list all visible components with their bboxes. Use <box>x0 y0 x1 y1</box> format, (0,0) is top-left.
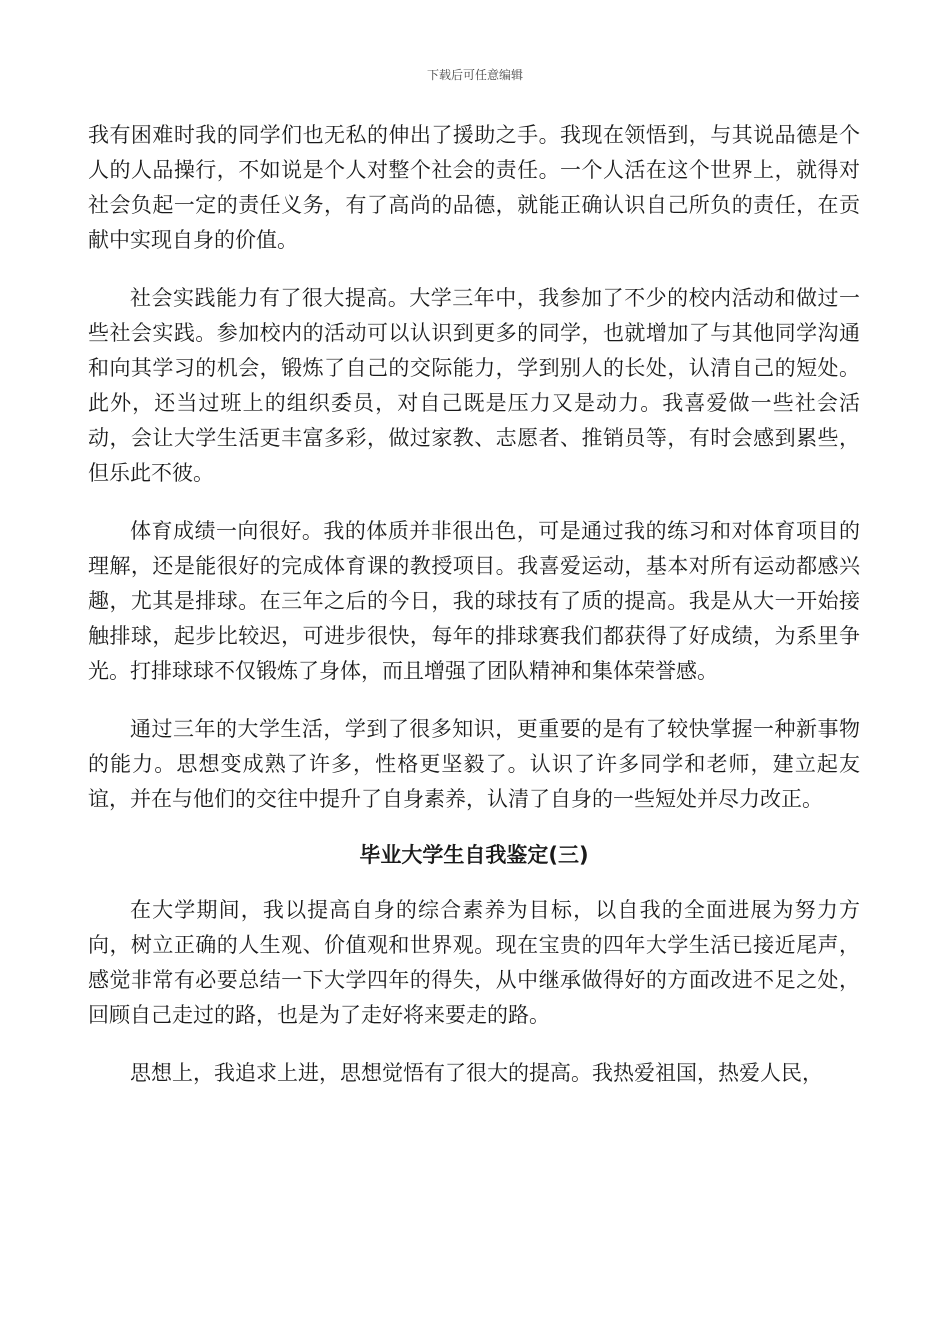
section-title: 毕业大学生自我鉴定(三) <box>359 843 589 867</box>
page-header: 下载后可任意编辑 <box>426 68 523 82</box>
paragraph-sports: 体育成绩一向很好。我的体质并非很出色，可是通过我的练习和对体育项目的理解，还是能很好的完成体育课的教授项目。我喜爱运动，基本对所有运动都感兴趣，尤其是排球。在三年之后的今日，我的球技有了质的提高。我是从大一开始接触排球，起步比较迟，可进步很快，每年的排球赛我们都获得了好成绩，为系里争光。打排球球不仅锻炼了身体，而且增强了团队精神和集体荣誉感。 <box>88 519 860 683</box>
paragraph-social-practice: 社会实践能力有了很大提高。大学三年中，我参加了不少的校内活动和做过一些社会实践。参加校内的活动可以认识到更多的同学，也就增加了与其他同学沟通和向其学习的机会，锻炼了自己的交际能力，学到别人的长处，认清自己的短处。此外，还当过班上的组织委员，对自己既是压力又是动力。我喜爱做一些社会活动，会让大学生活更丰富多彩，做过家教、志愿者、推销员等，有时会感到累些，但乐此不彼。 <box>88 286 860 485</box>
paragraph-intro: 在大学期间，我以提高自身的综合素养为目标，以自我的全面进展为努力方向，树立正确的人生观、价值观和世界观。现在宝贵的四年大学生活已接近尾声，感觉非常有必要总结一下大学四年的得失，从中继承做得好的方面改进不足之处，回顾自己走过的路，也是为了走好将来要走的路。 <box>88 898 860 1027</box>
paragraph-continued: 我有困难时我的同学们也无私的伸出了援助之手。我现在领悟到，与其说品德是个人的人品操行，不如说是个人对整个社会的责任。一个人活在这个世界上，就得对社会负起一定的责任义务，有了高尚的品德，就能正确认识自己所负的责任，在贡献中实现自身的价值。 <box>88 123 860 252</box>
paragraph-summary: 通过三年的大学生活，学到了很多知识，更重要的是有了较快掌握一种新事物的能力。思想变成熟了许多，性格更坚毅了。认识了许多同学和老师，建立起友谊，并在与他们的交往中提升了自身素养，认清了自身的一些短处并尽力改正。 <box>88 717 860 811</box>
document-body <box>88 118 860 1114</box>
paragraph-thought: 思想上，我追求上进，思想觉悟有了很大的提高。我热爱祖国，热爱人民， <box>130 1061 823 1085</box>
